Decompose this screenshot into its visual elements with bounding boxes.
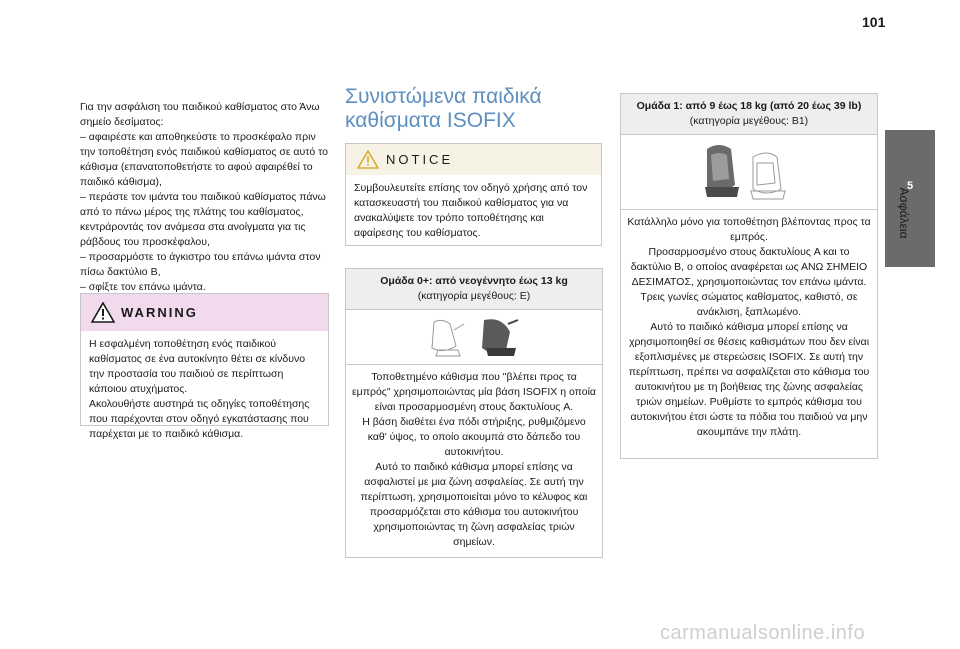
group-1-paragraph: Αυτό το παιδικό κάθισμα μπορεί επίσης να χρησιμοποιηθεί σε θέσεις καθισμάτων που δεν είναι εξοπλισμένες με στερεώσεις ISOFIX. Σε αυτή την περίπτωση, πρέπει να ασφαλίζεται στο κάθισμα του αυτοκινήτου με τη βοήθειας της ζώνης ασφαλείας τριών σημείων. Ρυθμίστε το εμπρός κάθισμα του αυτοκινήτου έτσι ώστε τα πόδια του παιδιού να μην ακουμπάνε την πλάτη. xyxy=(628,321,870,438)
warning-header xyxy=(81,294,328,331)
group-1-paragraph: Προσαρμοσμένο στους δακτυλίους A και το δακτύλιο B, ο οποίος αναφέρεται ως ΑΝΩ ΣΗΜΕΙΟ ΔΕΣΙΜΑΤΟΣ, χρησιμοποιώντας τον επάνω ιμάντα. xyxy=(630,246,868,288)
paragraph: Για την ασφάλιση του παιδικού καθίσματος στο Άνω σημείο δεσίματος: xyxy=(80,101,320,128)
group-0-paragraph: Η βάση διαθέτει ένα πόδι στήριξης, ρυθμιζόμενο καθ' ύψος, το οποίο ακουμπά στο δάπεδο του αυτοκινήτου. xyxy=(362,416,586,458)
warning-paragraph: Η εσφαλμένη τοποθέτηση ενός παιδικού καθίσματος σε ένα αυτοκίνητο θέτει σε κίνδυνο την προστασία του παιδιού σε περίπτωση κάποιου ατυχήματος. xyxy=(89,338,306,395)
group-0-card xyxy=(345,268,603,558)
notice-header xyxy=(346,144,601,175)
group-1-card xyxy=(620,93,878,459)
group-1-subtitle: (κατηγορία μεγέθους: B1) xyxy=(689,115,809,127)
group-1-title: Ομάδα 1: από 9 έως 18 kg (από 20 έως 39 lb) xyxy=(636,100,862,112)
paragraph: – σφίξτε τον επάνω ιμάντα. xyxy=(80,281,206,293)
section-title: Συνιστώμενα παιδικά καθίσματα ISOFIX xyxy=(345,85,542,132)
warning-triangle-icon xyxy=(91,302,115,323)
group-0-body xyxy=(346,365,602,555)
group-1-paragraph: Κατάλληλο μόνο για τοποθέτηση βλέποντας προς τα εμπρός. xyxy=(627,216,871,243)
chapter-number: 5 xyxy=(906,180,914,192)
infant-carrier-illustration xyxy=(346,310,602,364)
warning-title: WARNING xyxy=(121,305,198,320)
notice-box xyxy=(345,143,602,246)
child-seat-illustration xyxy=(621,135,877,209)
warning-paragraph: Ακολουθήστε αυστηρά τις οδηγίες τοποθέτησης που παρέχονται στον οδηγό εγκατάστασης που παρέχεται με το παιδικό κάθισμα. xyxy=(89,398,310,440)
group-1-header xyxy=(621,94,877,134)
warning-box xyxy=(80,293,329,440)
group-0-paragraph: Τοποθετημένο κάθισμα που "βλέπει προς τα εμπρός" χρησιμοποιώντας μία βάση ISOFIX η οποία είναι προσαρμοσμένη στους δακτυλίους A. xyxy=(352,371,596,413)
group-1-image xyxy=(621,134,877,210)
group-0-subtitle: (κατηγορία μεγέθους: E) xyxy=(417,290,531,302)
group-1-paragraph: Τρεις γωνίες σώματος καθίσματος, καθιστό, σε ανάκλιση, ξαπλωμένο. xyxy=(640,291,858,318)
page-number: 101 xyxy=(862,14,886,30)
chapter-label: Ασφάλεια xyxy=(897,187,911,239)
group-0-image xyxy=(346,309,602,365)
group-1-body xyxy=(621,210,877,445)
site-watermark: carmanualsonline.info xyxy=(660,622,866,644)
notice-title: NOTICE xyxy=(386,152,454,167)
notice-triangle-icon xyxy=(357,150,379,169)
warning-body xyxy=(81,331,328,448)
chapter-label-wrap xyxy=(890,163,940,273)
paragraph: – περάστε τον ιμάντα του παιδικού καθίσματος πάνω από το πάνω μέρος της πλάτης του καθίσματος, κεντράροντάς τον ανάμεσα στα ανοίγματα για τις ράβδους του προσκέφαλου, xyxy=(80,191,326,248)
group-0-paragraph: Αυτό το παιδικό κάθισμα μπορεί επίσης να ασφαλιστεί με μια ζώνη ασφαλείας. Σε αυτή την περίπτωση, χρησιμοποιείται μόνο το κέλυφος και προσαρμόζεται στο κάθισμα του αυτοκινήτου χρησιμοποιώντας τη ζώνη ασφαλείας τριών σημείων. xyxy=(360,461,588,548)
group-0-title: Ομάδα 0+: από νεογέννητο έως 13 kg xyxy=(380,275,568,287)
paragraph: – προσαρμόστε το άγκιστρο του επάνω ιμάντα στον πίσω δακτύλιο B, xyxy=(80,251,321,278)
group-0-header xyxy=(346,269,602,309)
left-column xyxy=(80,100,330,295)
paragraph: – αφαιρέστε και αποθηκεύστε το προσκέφαλο πριν την τοποθέτηση ενός παιδικού καθίσματος σε αυτό το κάθισμα (επανατοποθετήστε το αφού αφαιρέθεί το παιδικό κάθισμα), xyxy=(80,131,328,188)
notice-body: Συμβουλευτείτε επίσης τον οδηγό χρήσης από τον κατασκευαστή του παιδικού καθίσματος για να ανακαλύψετε τον τρόπο τοποθέτησης και αφαίρεσης του καθίσματος. xyxy=(354,182,588,239)
